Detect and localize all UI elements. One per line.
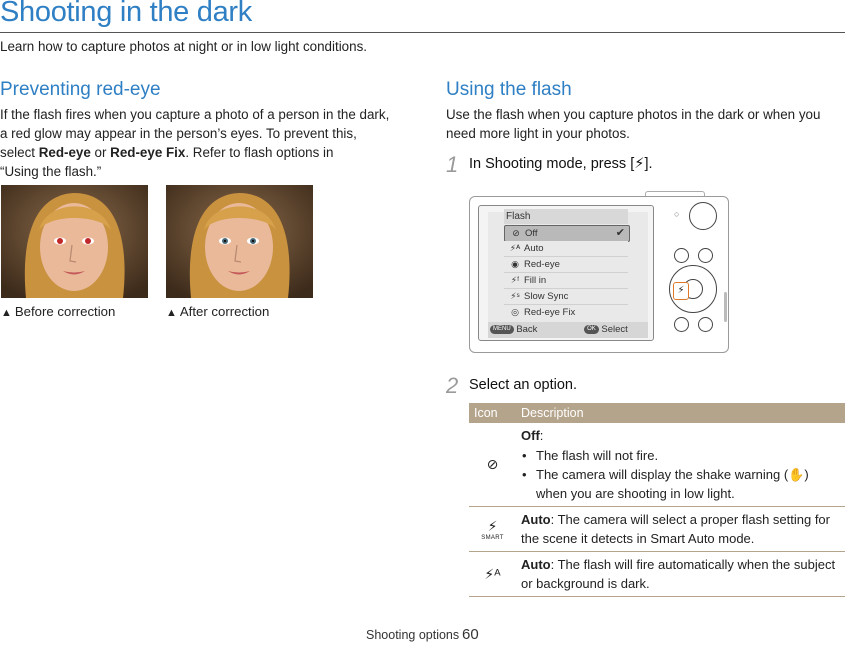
- flash-off-icon: ⊘: [512, 228, 520, 238]
- table-header-row: [469, 403, 845, 423]
- before-correction-photo: [1, 185, 148, 298]
- red-eye-description: If the flash fires when you capture a photo of a person in the dark, a red glow may appear in the person’s eyes. To prevent this, select Red-eye or Red-eye Fix. Refer to flash options in “Using the flash.”: [0, 107, 390, 179]
- table-row: [469, 507, 845, 552]
- camera-lcd: [478, 205, 654, 341]
- title-divider: [0, 32, 845, 33]
- before-caption: ▲ Before correction: [1, 304, 116, 319]
- col-icon-header: Icon: [469, 403, 516, 423]
- flash-menu-title: Flash: [504, 209, 628, 224]
- flash-intro: Use the flash when you capture photos in the dark or when you need more light in your photos.: [446, 107, 821, 141]
- flash-off-icon: ⊘: [469, 423, 516, 507]
- camera-side-strap: [724, 292, 727, 322]
- list-item: • The camera will display the shake warning (✋) when you are shooting in low light.: [521, 466, 841, 503]
- check-icon: ✔: [615, 227, 625, 239]
- menu-item-red-eye[interactable]: ◉ Red-eye: [504, 257, 628, 273]
- camera-indicator-icon: ○: [674, 209, 680, 219]
- step-2-number: 2: [446, 373, 459, 398]
- description-cell: Off: • The flash will not fire. • The camera will display the shake warning (✋) when you are shooting in low light.: [516, 423, 845, 507]
- menu-item-off[interactable]: ⊘ Off ✔: [504, 225, 630, 242]
- back-label[interactable]: Back: [516, 324, 538, 335]
- col-description-header: Description: [516, 403, 845, 423]
- menu-key-icon: MENU: [490, 325, 514, 334]
- description-cell: Auto: The flash will fire automatically when the subject or background is dark.: [516, 552, 845, 597]
- camera-shutter-button[interactable]: [689, 202, 717, 230]
- fill-in-icon: ⚡ᶠ: [510, 275, 520, 285]
- page-subtitle: Learn how to capture photos at night or in low light conditions.: [0, 39, 367, 54]
- menu-item-auto[interactable]: ⚡ᴬ Auto: [504, 241, 628, 257]
- camera-button-bottom-left[interactable]: [674, 317, 689, 332]
- flash-key-button[interactable]: ⚡: [673, 282, 689, 300]
- slow-sync-icon: ⚡ˢ: [510, 291, 520, 301]
- select-label[interactable]: Select: [601, 324, 628, 335]
- menu-item-slow-sync[interactable]: ⚡ˢ Slow Sync: [504, 289, 628, 305]
- camera-button-top-right[interactable]: [698, 248, 713, 263]
- menu-item-fill-in[interactable]: ⚡ᶠ Fill in: [504, 273, 628, 289]
- description-cell: Auto: The camera will select a proper flash setting for the scene it detects in Smart Auto mode.: [516, 507, 845, 552]
- flash-options-table: [469, 403, 845, 597]
- red-eye-icon: ◉: [511, 259, 519, 269]
- list-item: • The flash will not fire.: [521, 447, 841, 466]
- after-caption: ▲ After correction: [166, 304, 270, 319]
- red-eye-section-title: Preventing red-eye: [0, 79, 161, 100]
- flash-auto-icon: ⚡ᴬ: [509, 243, 521, 253]
- camera-button-bottom-right[interactable]: [698, 317, 713, 332]
- page-title: Shooting in the dark: [0, 0, 252, 28]
- description-list: [521, 447, 841, 504]
- menu-item-red-eye-fix[interactable]: ◎ Red-eye Fix: [504, 305, 628, 320]
- after-correction-photo: [166, 185, 313, 298]
- lcd-footer: [488, 322, 648, 338]
- ok-key-icon: OK: [584, 325, 599, 334]
- flash-icon: ⚡: [634, 156, 645, 172]
- step-2-text: Select an option.: [469, 377, 578, 393]
- table-row: [469, 552, 845, 597]
- shake-warning-icon: ✋: [788, 467, 805, 482]
- smart-flash-icon: ⚡ SMART: [469, 507, 516, 552]
- flash-section-title: Using the flash: [446, 79, 572, 100]
- auto-flash-icon: ⚡ᴬ: [469, 552, 516, 597]
- camera-button-top-left[interactable]: [674, 248, 689, 263]
- footer-section-name: Shooting options: [366, 628, 460, 642]
- step-1-text: In Shooting mode, press [⚡].: [469, 156, 653, 172]
- step-1-number: 1: [446, 152, 459, 177]
- page-number: 60: [462, 626, 479, 643]
- table-row: [469, 423, 845, 507]
- red-eye-fix-icon: ◎: [511, 307, 519, 317]
